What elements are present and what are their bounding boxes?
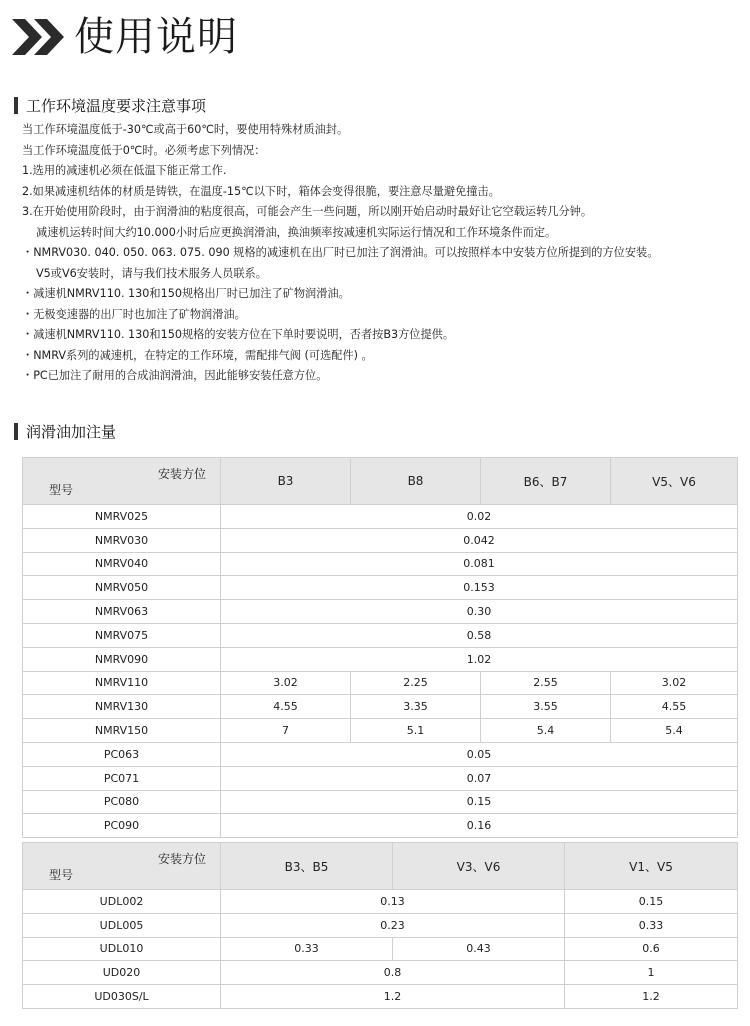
table-corner-cell	[23, 458, 221, 505]
lubrication-table-nmrv	[22, 457, 738, 838]
value-cell: 0.05	[221, 742, 738, 766]
note-line: 2.如果减速机结体的材质是铸铁，在温度-15℃以下时，箱体会变得很脆，要注意尽量避免撞击。	[22, 184, 500, 198]
table-header-row	[23, 843, 738, 890]
value-cell: 0.15	[565, 890, 738, 914]
value-cell: 0.081	[221, 552, 738, 576]
note-line: ・减速机NMRV110. 130和150规格的安装方位在下单时要说明，否者按B3方位提供。	[22, 328, 455, 341]
table-row	[23, 576, 738, 600]
model-cell: NMRV025	[23, 505, 221, 529]
model-cell: PC090	[23, 814, 221, 838]
table-row	[23, 985, 738, 1009]
value-cell: 0.13	[221, 890, 565, 914]
page-header	[10, 14, 238, 60]
note-line: ・无极变速器的出厂时也加注了矿物润滑油。	[22, 307, 246, 321]
value-cell: 0.58	[221, 623, 738, 647]
heading-bar	[14, 97, 18, 114]
model-cell: NMRV030	[23, 528, 221, 552]
section-heading-lubrication	[14, 421, 116, 441]
value-cell: 0.6	[565, 937, 738, 961]
value-cell: 0.16	[221, 814, 738, 838]
value-cell: 5.1	[351, 719, 481, 743]
table-row	[23, 913, 738, 937]
model-cell: UDL005	[23, 913, 221, 937]
value-cell: 0.02	[221, 505, 738, 529]
corner-label-model: 型号	[49, 483, 74, 497]
table-header-row	[23, 458, 738, 505]
column-header: B3、B5	[221, 843, 393, 890]
value-cell: 0.33	[565, 913, 738, 937]
model-cell: NMRV150	[23, 719, 221, 743]
table-row	[23, 742, 738, 766]
value-cell: 1.02	[221, 647, 738, 671]
note-line: 减速机运转时间大约10.000小时后应更换润滑油，换油频率按减速机实际运行情况和工作环境条件而定。	[36, 225, 557, 239]
model-cell: UD020	[23, 961, 221, 985]
value-cell: 0.15	[221, 790, 738, 814]
model-cell: NMRV063	[23, 600, 221, 624]
value-cell: 4.55	[611, 695, 738, 719]
double-chevron-right-icon	[10, 17, 70, 57]
value-cell: 0.30	[221, 600, 738, 624]
model-cell: PC071	[23, 766, 221, 790]
table-row	[23, 505, 738, 529]
value-cell: 3.35	[351, 695, 481, 719]
table-row	[23, 552, 738, 576]
table-row	[23, 890, 738, 914]
column-header: V5、V6	[611, 458, 738, 505]
table-row	[23, 814, 738, 838]
page-title: 使用说明	[74, 14, 238, 60]
section-heading-temperature	[14, 95, 206, 115]
table-row	[23, 766, 738, 790]
value-cell: 0.042	[221, 528, 738, 552]
column-header: B8	[351, 458, 481, 505]
value-cell: 0.23	[221, 913, 565, 937]
note-line: ・NMRV系列的减速机，在特定的工作环境，需配排气阀 (可选配件) 。	[22, 348, 373, 362]
note-line: 1.选用的减速机必须在低温下能正常工作.	[22, 164, 227, 177]
model-cell: NMRV040	[23, 552, 221, 576]
table-row	[23, 961, 738, 985]
model-cell: UDL010	[23, 937, 221, 961]
model-cell: NMRV050	[23, 576, 221, 600]
column-header: V3、V6	[393, 843, 565, 890]
value-cell: 3.55	[481, 695, 611, 719]
note-line: V5或V6安装时，请与我们技术服务人员联系。	[36, 266, 267, 280]
note-line: 当工作环境温度低于0℃时。必须考虑下列情况：	[22, 143, 266, 157]
value-cell: 4.55	[221, 695, 351, 719]
temperature-notes	[22, 120, 742, 387]
table-row	[23, 647, 738, 671]
table-row	[23, 528, 738, 552]
model-cell: UDL002	[23, 890, 221, 914]
table-row	[23, 623, 738, 647]
table-row	[23, 719, 738, 743]
corner-label-position: 安装方位	[157, 852, 206, 866]
table-row	[23, 695, 738, 719]
model-cell: NMRV130	[23, 695, 221, 719]
table-row	[23, 671, 738, 695]
value-cell: 1.2	[565, 985, 738, 1009]
model-cell: PC080	[23, 790, 221, 814]
section-title: 工作环境温度要求注意事项	[26, 96, 207, 115]
value-cell: 0.43	[393, 937, 565, 961]
table-row	[23, 600, 738, 624]
column-header: B6、B7	[481, 458, 611, 505]
lubrication-table-udl	[22, 842, 738, 1009]
value-cell: 0.07	[221, 766, 738, 790]
value-cell: 2.55	[481, 671, 611, 695]
table-corner-cell	[23, 843, 221, 890]
value-cell: 2.25	[351, 671, 481, 695]
model-cell: NMRV075	[23, 623, 221, 647]
value-cell: 0.33	[221, 937, 393, 961]
model-cell: NMRV090	[23, 647, 221, 671]
value-cell: 0.8	[221, 961, 565, 985]
heading-bar	[14, 423, 18, 440]
value-cell: 5.4	[481, 719, 611, 743]
table-row	[23, 790, 738, 814]
value-cell: 5.4	[611, 719, 738, 743]
model-cell: NMRV110	[23, 671, 221, 695]
column-header: V1、V5	[565, 843, 738, 890]
column-header: B3	[221, 458, 351, 505]
model-cell: UD030S/L	[23, 985, 221, 1009]
value-cell: 0.153	[221, 576, 738, 600]
value-cell: 7	[221, 719, 351, 743]
corner-label-model: 型号	[49, 868, 74, 882]
table-row	[23, 937, 738, 961]
note-line: ・NMRV030. 040. 050. 063. 075. 090 规格的减速机在出厂时已加注了润滑油。可以按照样本中安装方位所提到的方位安装。	[22, 246, 659, 259]
value-cell: 3.02	[221, 671, 351, 695]
model-cell: PC063	[23, 742, 221, 766]
note-line: ・PC已加注了耐用的合成油润滑油，因此能够安装任意方位。	[22, 369, 328, 382]
note-line: 当工作环境温度低于-30℃或高于60℃时，要使用特殊材质油封。	[22, 123, 349, 136]
value-cell: 3.02	[611, 671, 738, 695]
value-cell: 1	[565, 961, 738, 985]
corner-label-position: 安装方位	[157, 467, 206, 481]
note-line: 3.在开始使用阶段时，由于润滑油的粘度很高，可能会产生一些问题，所以刚开始启动时最好让它空载运转几分钟。	[22, 205, 593, 218]
note-line: ・减速机NMRV110. 130和150规格出厂时已加注了矿物润滑油。	[22, 287, 350, 300]
section-title: 润滑油加注量	[26, 422, 117, 441]
value-cell: 1.2	[221, 985, 565, 1009]
